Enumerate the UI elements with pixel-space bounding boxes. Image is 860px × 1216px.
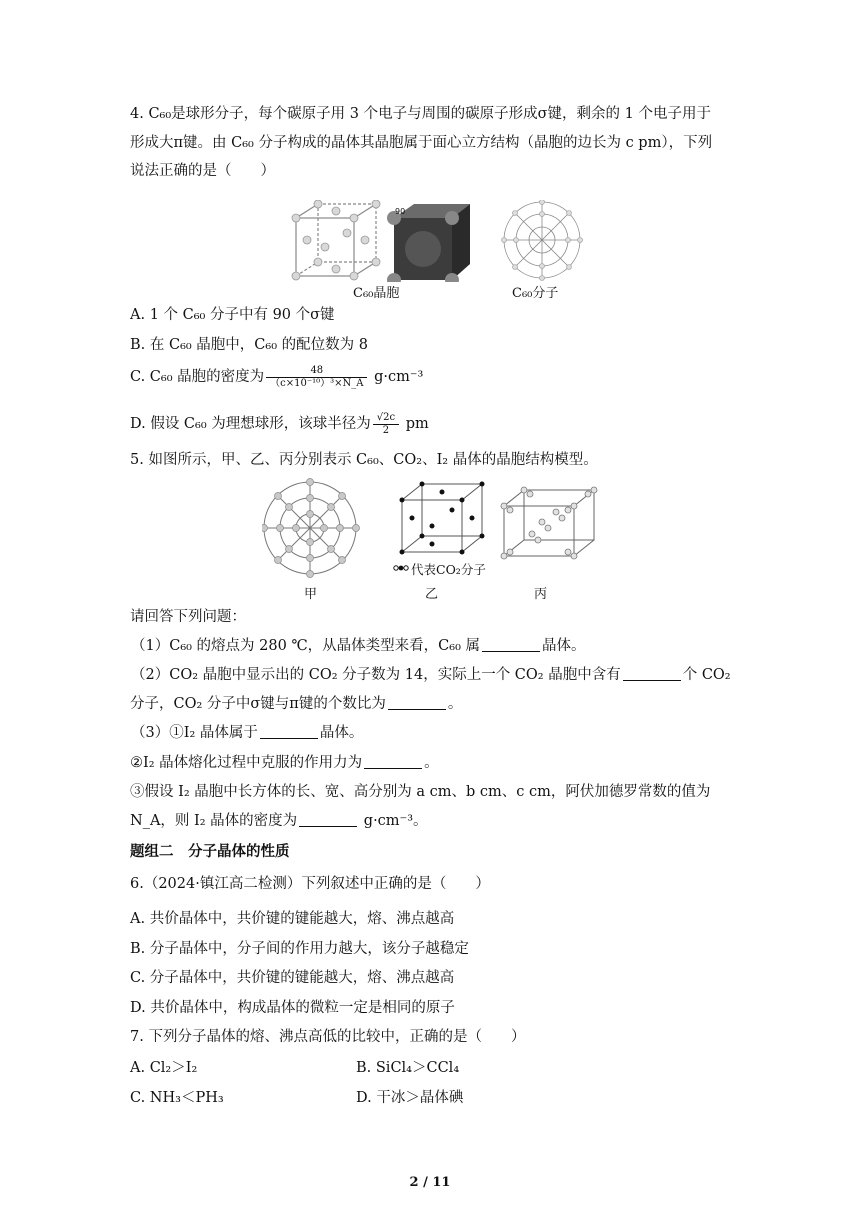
answer-blank-2[interactable] [623,666,681,681]
answer-blank-6[interactable] [299,812,357,827]
q5-sub3-text: （3）①I₂ 晶体属于 [131,725,258,741]
q5-sub3 [131,723,363,743]
q5-prompt: 请回答下列问题： [130,609,246,625]
q7-option-d: D. 干冰＞晶体碘 [356,1090,464,1106]
fig-label-bing: 丙 [534,587,548,602]
page-number: 2 / 11 [409,1175,451,1190]
q4-option-b: B. 在 C₆₀ 晶胞中，C₆₀ 的配位数为 8 [130,337,368,353]
co2-legend-label: 代表CO₂分子 [411,562,486,577]
q6-option-b: B. 分子晶体中，分子间的作用力越大，该分子越稳定 [130,941,469,957]
q6-stem: 6.（2024·镇江高二检测）下列叙述中正确的是（ ） [130,876,490,892]
q4-option-a: A. 1 个 C₆₀ 分子中有 90 个σ键 [130,307,335,323]
svg-text:90: 90 [395,207,406,216]
answer-blank-5[interactable] [364,754,422,769]
q4-line-2: 形成大π键。由 C₆₀ 分子构成的晶体其晶胞属于面心立方结构（晶胞的边长为 c pm），下列 [130,135,713,151]
radius-unit: pm [405,416,429,432]
radius-fraction [373,412,399,437]
q5-sub1-text: （1）C₆₀ 的熔点为 280 ℃，从晶体类型来看，C₆₀ 属 [131,638,480,654]
q4-line-1: 4. C₆₀是球形分子，每个碳原子用 3 个电子与周围的碳原子形成σ键，剩余的 1 个电子用于 [130,106,711,122]
q5-sub3-tail: 晶体。 [319,725,364,741]
q4-option-d-text: D. 假设 C₆₀ 为理想球形，该球半径为 [130,416,371,432]
q5-sub2-cont [130,694,462,714]
q5-sub2-text: （2）CO₂ 晶胞中显示出的 CO₂ 分子数为 14，实际上一个 CO₂ 晶胞中含有 [131,667,621,683]
section-title: 题组二 分子晶体的性质 [130,844,290,860]
radius-numerator: √2c [373,412,399,425]
q4-figure [290,200,590,282]
q4-option-c [130,363,423,391]
q5-stem: 5. 如图所示，甲、乙、丙分别表示 C₆₀、CO₂、I₂ 晶体的晶胞结构模型。 [130,452,598,468]
q5-sub1 [131,636,586,656]
density-numerator: 48 [266,365,367,378]
q5-sub3b-tail: 。 [424,755,439,771]
c60-molecule-caption: C₆₀分子 [512,286,559,301]
q5-sub3c: ③假设 I₂ 晶胞中长方体的长、宽、高分别为 a cm、b cm、c cm，阿伏加德罗常数的值为 [130,784,711,800]
q5-sub3d-tail: g·cm⁻³。 [363,813,428,829]
density-denominator: （c×10⁻¹⁰）³×N_A [270,377,364,389]
q7-option-b: B. SiCl₄＞CCl₄ [356,1060,460,1076]
q4-option-c-text: C. C₆₀ 晶胞的密度为 [130,369,265,385]
q5-sub3b-text: ②I₂ 晶体熔化过程中克服的作用力为 [130,755,363,771]
q5-sub3b [130,753,439,773]
q7-option-a: A. Cl₂＞I₂ [130,1060,198,1076]
solid-cube-diagram [387,204,470,282]
density-unit: g·cm⁻³ [374,369,424,385]
q4-option-d [130,410,429,438]
q5-sub3d-text: N_A，则 I₂ 晶体的密度为 [130,813,298,829]
c60-cell-caption: C₆₀晶胞 [353,286,400,301]
q7-stem: 7. 下列分子晶体的熔、沸点高低的比较中，正确的是（ ） [130,1029,526,1045]
q5-sub3d [130,811,428,831]
i2-cell-diagram [504,490,594,556]
radius-denominator: 2 [382,424,390,436]
q5-sub2-tail: 个 CO₂ [682,667,731,683]
q6-option-a: A. 共价晶体中，共价键的键能越大，熔、沸点越高 [130,911,455,927]
answer-blank-1[interactable] [482,637,540,652]
density-fraction [266,365,367,390]
q5-sub2b-tail: 。 [447,696,463,712]
q5-sub2 [131,665,731,685]
q7-option-c: C. NH₃＜PH₃ [130,1090,224,1106]
answer-blank-4[interactable] [260,724,318,739]
q6-option-d: D. 共价晶体中，构成晶体的微粒一定是相同的原子 [130,1000,455,1016]
q5-sub2b-text: 分子，CO₂ 分子中σ键与π键的个数比为 [130,696,386,712]
fig-label-yi: 乙 [425,587,439,602]
q6-option-c: C. 分子晶体中，共价键的键能越大，熔、沸点越高 [130,970,455,986]
q4-line-3: 说法正确的是（ ） [130,163,275,179]
fig-label-jia: 甲 [304,587,318,602]
answer-blank-3[interactable] [388,695,446,710]
q5-sub1-tail: 晶体。 [542,638,586,654]
